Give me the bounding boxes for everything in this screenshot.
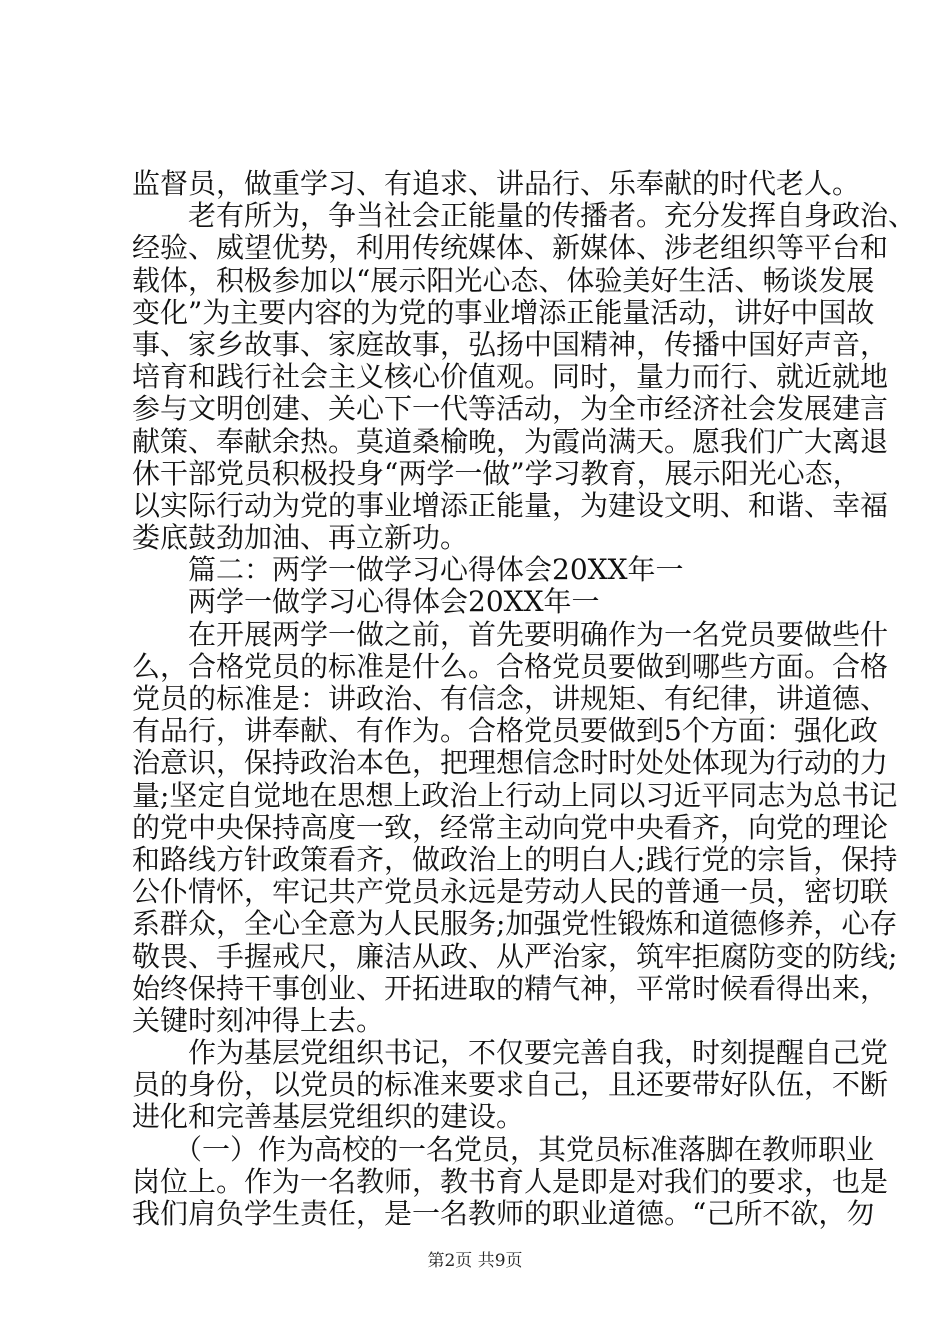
document-body [132,167,917,1230]
text-line: 在开展两学一做之前，首先要明确作为一名党员要做些什 [132,617,889,651]
text-line: 作为基层党组织书记，不仅要完善自我，时刻提醒自己党 [132,1036,889,1070]
text-line: 载体，积极参加以“展示阳光心态、体验美好生活、畅谈发展 [132,263,875,297]
text-line: 敬畏、手握戒尺，廉洁从政、从严治家，筑牢拒腐防变的防线; [132,939,898,973]
text-line: 和路线方针政策看齐，做政治上的明白人;践行党的宗旨，保持 [132,842,898,876]
text-line: （一）作为高校的一名党员，其党员标准落脚在教师职业 [132,1132,875,1166]
text-line: 老有所为，争当社会正能量的传播者。充分发挥自身政治、 [132,199,917,233]
text-line: 有品行，讲奉献、有作为。合格党员要做到5个方面：强化政 [132,714,878,748]
text-line: 经验、威望优势，利用传统媒体、新媒体、涉老组织等平台和 [132,231,889,265]
text-line: 监督员，做重学习、有追求、讲品行、乐奉献的时代老人。 [132,167,861,200]
text-line: 的党中央保持高度一致，经常主动向党中央看齐，向党的理论 [132,810,889,844]
page-number-footer: 第2页 共9页 [427,1251,523,1271]
text-line: 进化和完善基层党组织的建设。 [132,1100,525,1134]
section-heading: 篇二：两学一做学习心得体会20XX年一 [132,553,684,587]
text-line: 献策、奉献余热。莫道桑榆晚，为霞尚满天。愿我们广大离退 [132,424,889,458]
text-line: 以实际行动为党的事业增添正能量，为建设文明、和谐、幸福 [132,488,889,522]
text-line: 量;坚定自觉地在思想上政治上行动上同以习近平同志为总书记 [132,778,898,812]
article-title: 两学一做学习心得体会20XX年一 [132,585,600,619]
text-line: 么，合格党员的标准是什么。合格党员要做到哪些方面。合格 [132,649,889,683]
text-line: 公仆情怀，牢记共产党员永远是劳动人民的普通一员，密切联 [132,875,889,909]
text-line: 员的身份，以党员的标准来要求自己，且还要带好队伍，不断 [132,1068,889,1102]
text-line: 关键时刻冲得上去。 [132,1003,385,1037]
text-line: 事、家乡故事、家庭故事，弘扬中国精神，传播中国好声音， [132,327,889,361]
text-line: 娄底鼓劲加油、再立新功。 [132,521,469,555]
text-line: 始终保持干事创业、开拓进取的精气神，平常时候看得出来， [132,971,889,1005]
text-line: 系群众，全心全意为人民服务;加强党性锻炼和道德修养，心存 [132,907,898,941]
text-line: 参与文明创建、关心下一代等活动，为全市经济社会发展建言 [132,392,889,426]
text-line: 变化”为主要内容的为党的事业增添正能量活动，讲好中国故 [132,295,875,329]
text-line: 治意识，保持政治本色，把理想信念时时处处体现为行动的力 [132,746,889,780]
text-line: 培育和践行社会主义核心价值观。同时，量力而行、就近就地 [132,360,889,394]
text-line: 岗位上。作为一名教师，教书育人是即是对我们的要求，也是 [132,1164,889,1198]
text-line: 我们肩负学生责任，是一名教师的职业道德。“己所不欲，勿 [132,1197,875,1230]
text-line: 休干部党员积极投身“两学一做”学习教育，展示阳光心态， [132,456,861,490]
text-line: 党员的标准是：讲政治、有信念，讲规矩、有纪律，讲道德、 [132,682,889,715]
